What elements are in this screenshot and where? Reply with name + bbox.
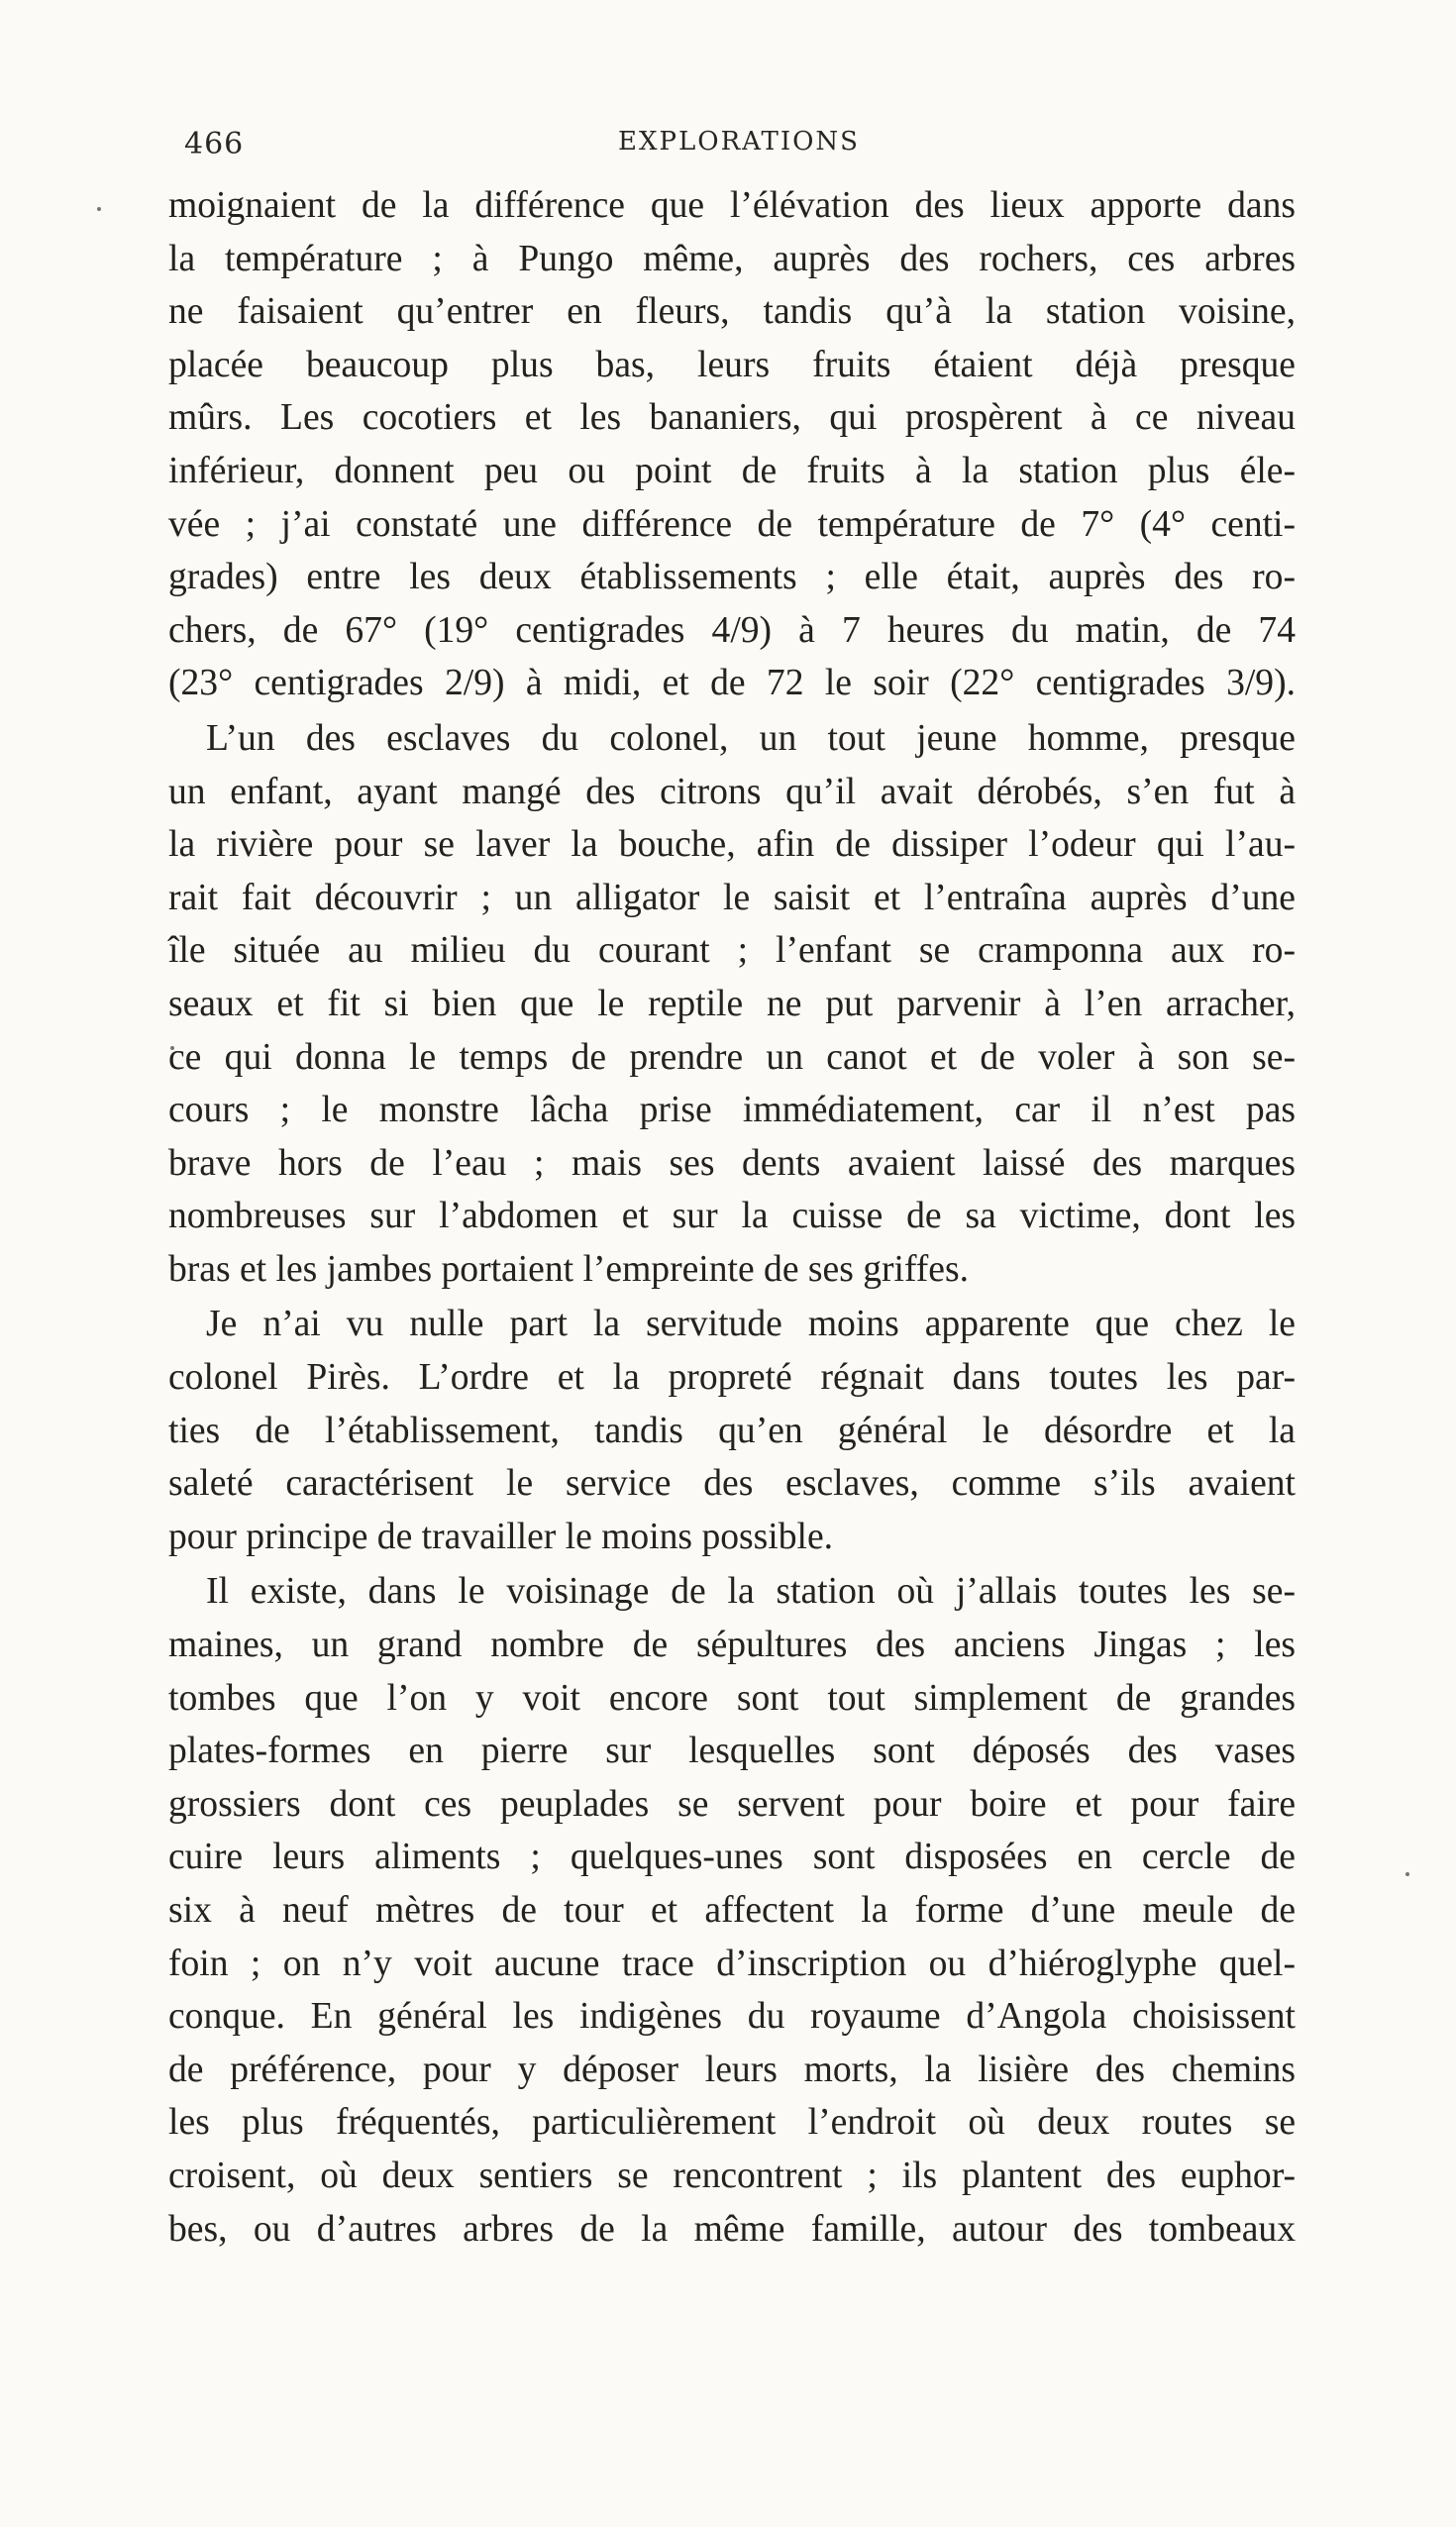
text-line: bras et les jambes portaient l’empreinte de ses griffes. <box>168 1248 970 1290</box>
running-head: EXPLORATIONS <box>618 127 860 157</box>
text-line: brave hors de l’eau ; mais ses dents avaient laissé des marques <box>168 1142 1296 1184</box>
text-line: Je n’ai vu nulle part la servitude moins apparente que chez le <box>206 1304 1296 1345</box>
text-line: Il existe, dans le voisinage de la station où j’allais toutes les se- <box>206 1571 1296 1613</box>
text-line: six à neuf mètres de tour et affectent la forme d’une meule de <box>168 1890 1296 1931</box>
text-line: saleté caractérisent le service des esclaves, comme s’ils avaient <box>168 1463 1296 1505</box>
text-line: les plus fréquentés, particulièrement l’endroit où deux routes se <box>168 2102 1296 2144</box>
text-line: ce qui donna le temps de prendre un canot et de voler à son se- <box>168 1036 1296 1078</box>
text-line: foin ; on n’y voit aucune trace d’inscription ou d’hiéroglyphe quel- <box>168 1943 1296 1984</box>
text-line: mûrs. Les cocotiers et les bananiers, qui prospèrent à ce niveau <box>168 397 1296 439</box>
text-line: pour principe de travailler le moins possible. <box>168 1516 834 1557</box>
paragraph-1 <box>168 179 1296 710</box>
text-line: de préférence, pour y déposer leurs morts, la lisière des chemins <box>168 2049 1296 2090</box>
text-line: la rivière pour se laver la bouche, afin de dissiper l’odeur qui l’au- <box>168 824 1296 866</box>
stray-dot-mark <box>1405 1872 1409 1876</box>
text-line: bes, ou d’autres arbres de la même famille, autour des tombeaux <box>168 2208 1296 2250</box>
text-line: inférieur, donnent peu ou point de fruits à la station plus éle- <box>168 450 1296 491</box>
text-line: cuire leurs aliments ; quelques-unes sont disposées en cercle de <box>168 1837 1296 1878</box>
text-line: la température ; à Pungo même, auprès des rochers, ces arbres <box>168 238 1296 279</box>
text-line: rait fait découvrir ; un alligator le saisit et l’entraîna auprès d’une <box>168 877 1296 918</box>
text-line: grades) entre les deux établissements ; elle était, auprès des ro- <box>168 557 1296 598</box>
text-line: moignaient de la différence que l’élévation des lieux apporte dans <box>168 185 1296 226</box>
text-line: nombreuses sur l’abdomen et sur la cuisse de sa victime, dont les <box>168 1196 1296 1237</box>
text-line: L’un des esclaves du colonel, un tout jeune homme, presque <box>206 717 1296 759</box>
page-header <box>184 117 1294 166</box>
text-line: tombes que l’on y voit encore sont tout simplement de grandes <box>168 1677 1296 1719</box>
paragraph-4 <box>168 1565 1296 2256</box>
page-number: 466 <box>184 127 245 161</box>
text-line: croisent, où deux sentiers se rencontrent ; ils plantent des euphor- <box>168 2155 1296 2196</box>
paragraph-3 <box>168 1298 1296 1563</box>
text-line: seaux et fit si bien que le reptile ne put parvenir à l’en arracher, <box>168 983 1296 1024</box>
text-line: grossiers dont ces peuplades se servent pour boire et pour faire <box>168 1783 1296 1825</box>
text-line: cours ; le monstre lâcha prise immédiatement, car il n’est pas <box>168 1090 1296 1131</box>
text-line: maines, un grand nombre de sépultures des anciens Jingas ; les <box>168 1625 1296 1666</box>
text-line: colonel Pirès. L’ordre et la propreté régnait dans toutes les par- <box>168 1357 1296 1399</box>
text-line: plates-formes en pierre sur lesquelles sont déposés des vases <box>168 1731 1296 1772</box>
paragraph-2 <box>168 712 1296 1297</box>
body-text <box>168 179 1296 2256</box>
text-line: île située au milieu du courant ; l’enfant se cramponna aux ro- <box>168 930 1296 972</box>
text-line: (23° centigrades 2/9) à midi, et de 72 le soir (22° centigrades 3/9). <box>168 663 1296 704</box>
text-line: chers, de 67° (19° centigrades 4/9) à 7 heures du matin, de 74 <box>168 609 1296 651</box>
text-line: vée ; j’ai constaté une différence de température de 7° (4° centi- <box>168 503 1296 545</box>
text-line: conque. En général les indigènes du royaume d’Angola choisissent <box>168 1996 1296 2038</box>
text-line: un enfant, ayant mangé des citrons qu’il avait dérobés, s’en fut à <box>168 771 1296 812</box>
text-line: placée beaucoup plus bas, leurs fruits étaient déjà presque <box>168 344 1296 385</box>
stray-dot-mark <box>97 207 101 211</box>
text-line: ties de l’établissement, tandis qu’en général le désordre et la <box>168 1410 1296 1451</box>
text-line: ne faisaient qu’entrer en fleurs, tandis qu’à la station voisine, <box>168 291 1296 333</box>
